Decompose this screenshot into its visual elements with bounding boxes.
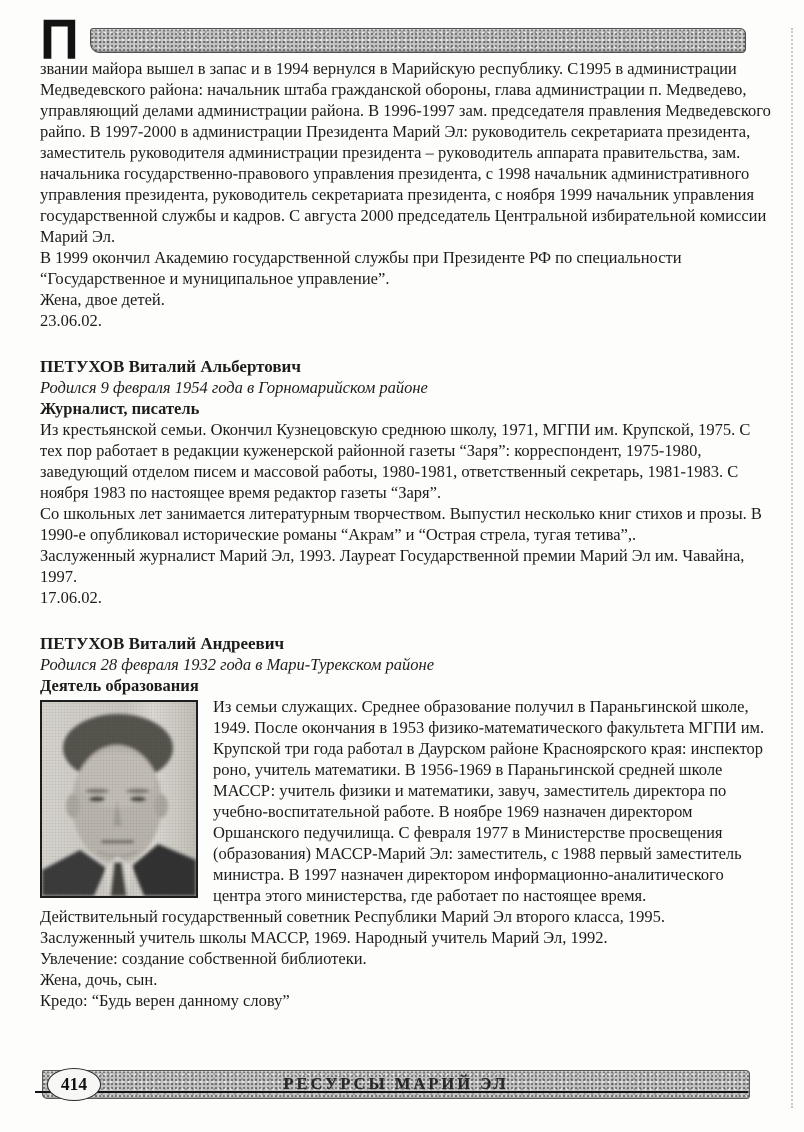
date-line: 23.06.02. xyxy=(40,311,102,330)
decorative-header-bar xyxy=(90,28,746,53)
page-number-badge xyxy=(47,1068,101,1101)
role-line: Деятель образования xyxy=(40,676,199,695)
birth-line: Родился 28 февраля 1932 года в Мари-Турекском районе xyxy=(40,655,435,674)
paragraph: Из крестьянской семьи. Окончил Кузнецовскую среднюю школу, 1971, МГПИ им. Крупской, 1975. С тех пор работает в редакции куженерской районной газеты “Заря”: корреспондент, 1975-1980, заведующий отделом писем и массовой работы, 1980-1981, ответственный секретарь, 1981-1983. С ноября 1983 по настоящее время редактор газеты “Заря”. xyxy=(40,420,751,502)
portrait-illustration xyxy=(42,702,196,896)
page-content xyxy=(40,58,772,1011)
credo-line: Кредо: “Будь верен данному слову” xyxy=(40,991,290,1010)
footer-bar xyxy=(42,1070,750,1099)
chapter-header xyxy=(40,8,746,72)
running-title: РЕСУРСЫ МАРИЙ ЭЛ xyxy=(283,1074,509,1093)
date-line: 17.06.02. xyxy=(40,588,102,607)
paragraph: Действительный государственный советник Республики Марий Эл второго класса, 1995. xyxy=(40,907,666,926)
paragraph: Заслуженный учитель школы МАССР, 1969. Народный учитель Марий Эл, 1992. xyxy=(40,928,608,947)
paragraph: Со школьных лет занимается литературным творчеством. Выпустил несколько книг стихов и прозы. В 1990-е опубликовал исторические романы “Акрам” и “Острая стрела, тугая тетива”,. xyxy=(40,504,762,544)
entry-heading: ПЕТУХОВ Виталий Альбертович xyxy=(40,357,301,376)
paragraph: Из семьи служащих. Среднее образование получил в Параньгинской школе, 1949. После окончания в 1953 физико-математического факультета МГПИ им. Крупской три года работал в Даурском районе Красноярского края: инспектор роно, учитель математики. В 1956-1969 в Параньгинской средней школе МАССР: учитель физики и математики, завуч, заместитель директора по учебно-воспитательной работе. В ноябре 1969 назначен директором Оршанского педучилища. С февраля 1977 в Министерстве просвещения (образования) МАССР-Марий Эл: заместитель, с 1988 первый заместитель министра. В 1997 назначен директором информационно-аналитического центра этого министерства, где работает по настоящее время. xyxy=(213,697,765,905)
entry-petukhov-vitaly-andreevich xyxy=(40,633,772,1011)
role-line: Журналист, писатель xyxy=(40,399,200,418)
entry-heading: ПЕТУХОВ Виталий Андреевич xyxy=(40,634,285,653)
birth-line: Родился 9 февраля 1954 года в Горномарийском районе xyxy=(40,378,428,397)
paragraph: В 1999 окончил Академию государственной службы при Президенте РФ по специальности “Государственное и муниципальное управление”. xyxy=(40,248,682,288)
page-number: 414 xyxy=(60,1074,88,1094)
scan-artifact-line xyxy=(791,28,793,1108)
paragraph: Увлечение: создание собственной библиотеки. xyxy=(40,949,367,968)
paragraph: Жена, двое детей. xyxy=(40,290,165,309)
paragraph: звании майора вышел в запас и в 1994 вернулся в Марийскую республику. С1995 в администрации Медведевского района: начальник штаба гражданской обороны, глава администрации п. Медведево, управляющий делами администрации района. В 1996-1997 зам. председателя правления Медведевского райпо. В 1997-2000 в администрации Президента Марий Эл: руководитель секретариата президента, заместитель руководителя администрации президента – руководитель аппарата правительства, зам. начальника государственно-правового управления президента, с 1998 начальник административного управления президента, руководитель секретариата президента, с ноября 1999 начальник управления государственной службы и кадров. С августа 2000 председатель Центральной избирательной комиссии Марий Эл. xyxy=(40,59,771,246)
portrait-photo xyxy=(40,700,198,898)
paragraph: Жена, дочь, сын. xyxy=(40,970,158,989)
paragraph: Заслуженный журналист Марий Эл, 1993. Лауреат Государственной премии Марий Эл им. Чавайна, 1997. xyxy=(40,546,745,586)
entry-petukhov-vitaly-albertovich xyxy=(40,356,772,608)
section-letter: П xyxy=(40,8,77,72)
entry-continuation xyxy=(40,58,772,331)
